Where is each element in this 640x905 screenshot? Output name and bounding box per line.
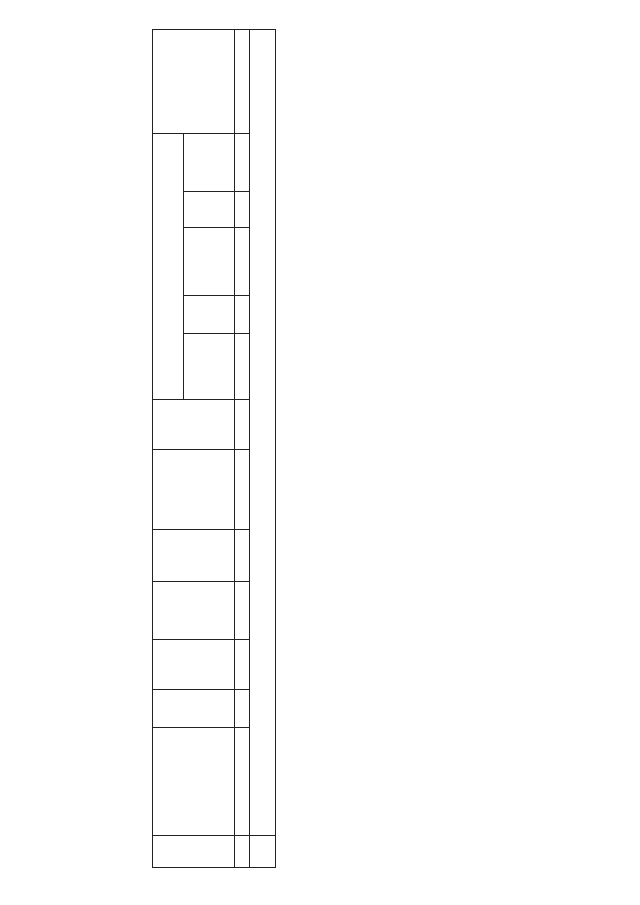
column-number-row [235,30,250,868]
header-no [153,836,235,868]
column-number [235,30,250,134]
header-docs [153,450,235,530]
column-number [235,530,250,582]
column-number [235,582,250,640]
header-term [153,582,235,640]
section-number [250,836,276,868]
column-number [235,134,250,192]
column-number [235,400,250,450]
header-ownership [153,640,235,690]
header-period [153,400,235,450]
header-attracted [184,134,235,192]
header-total [184,334,235,400]
column-number [235,296,250,334]
header-funding [153,134,184,400]
column-number [235,228,250,296]
header-capacity [153,530,235,582]
rotated-table-container [152,30,577,868]
column-number [235,836,250,868]
header-grbs [153,690,235,728]
column-number [235,640,250,690]
section-row [250,30,276,868]
header-regional [184,228,235,296]
column-number [235,192,250,228]
header-name [153,728,235,836]
header-result [153,30,235,134]
column-number [235,728,250,836]
header-local [184,192,235,228]
section-title [250,30,276,836]
header-federal [184,296,235,334]
column-number [235,450,250,530]
financing-table [152,29,276,868]
column-number [235,334,250,400]
column-number [235,690,250,728]
